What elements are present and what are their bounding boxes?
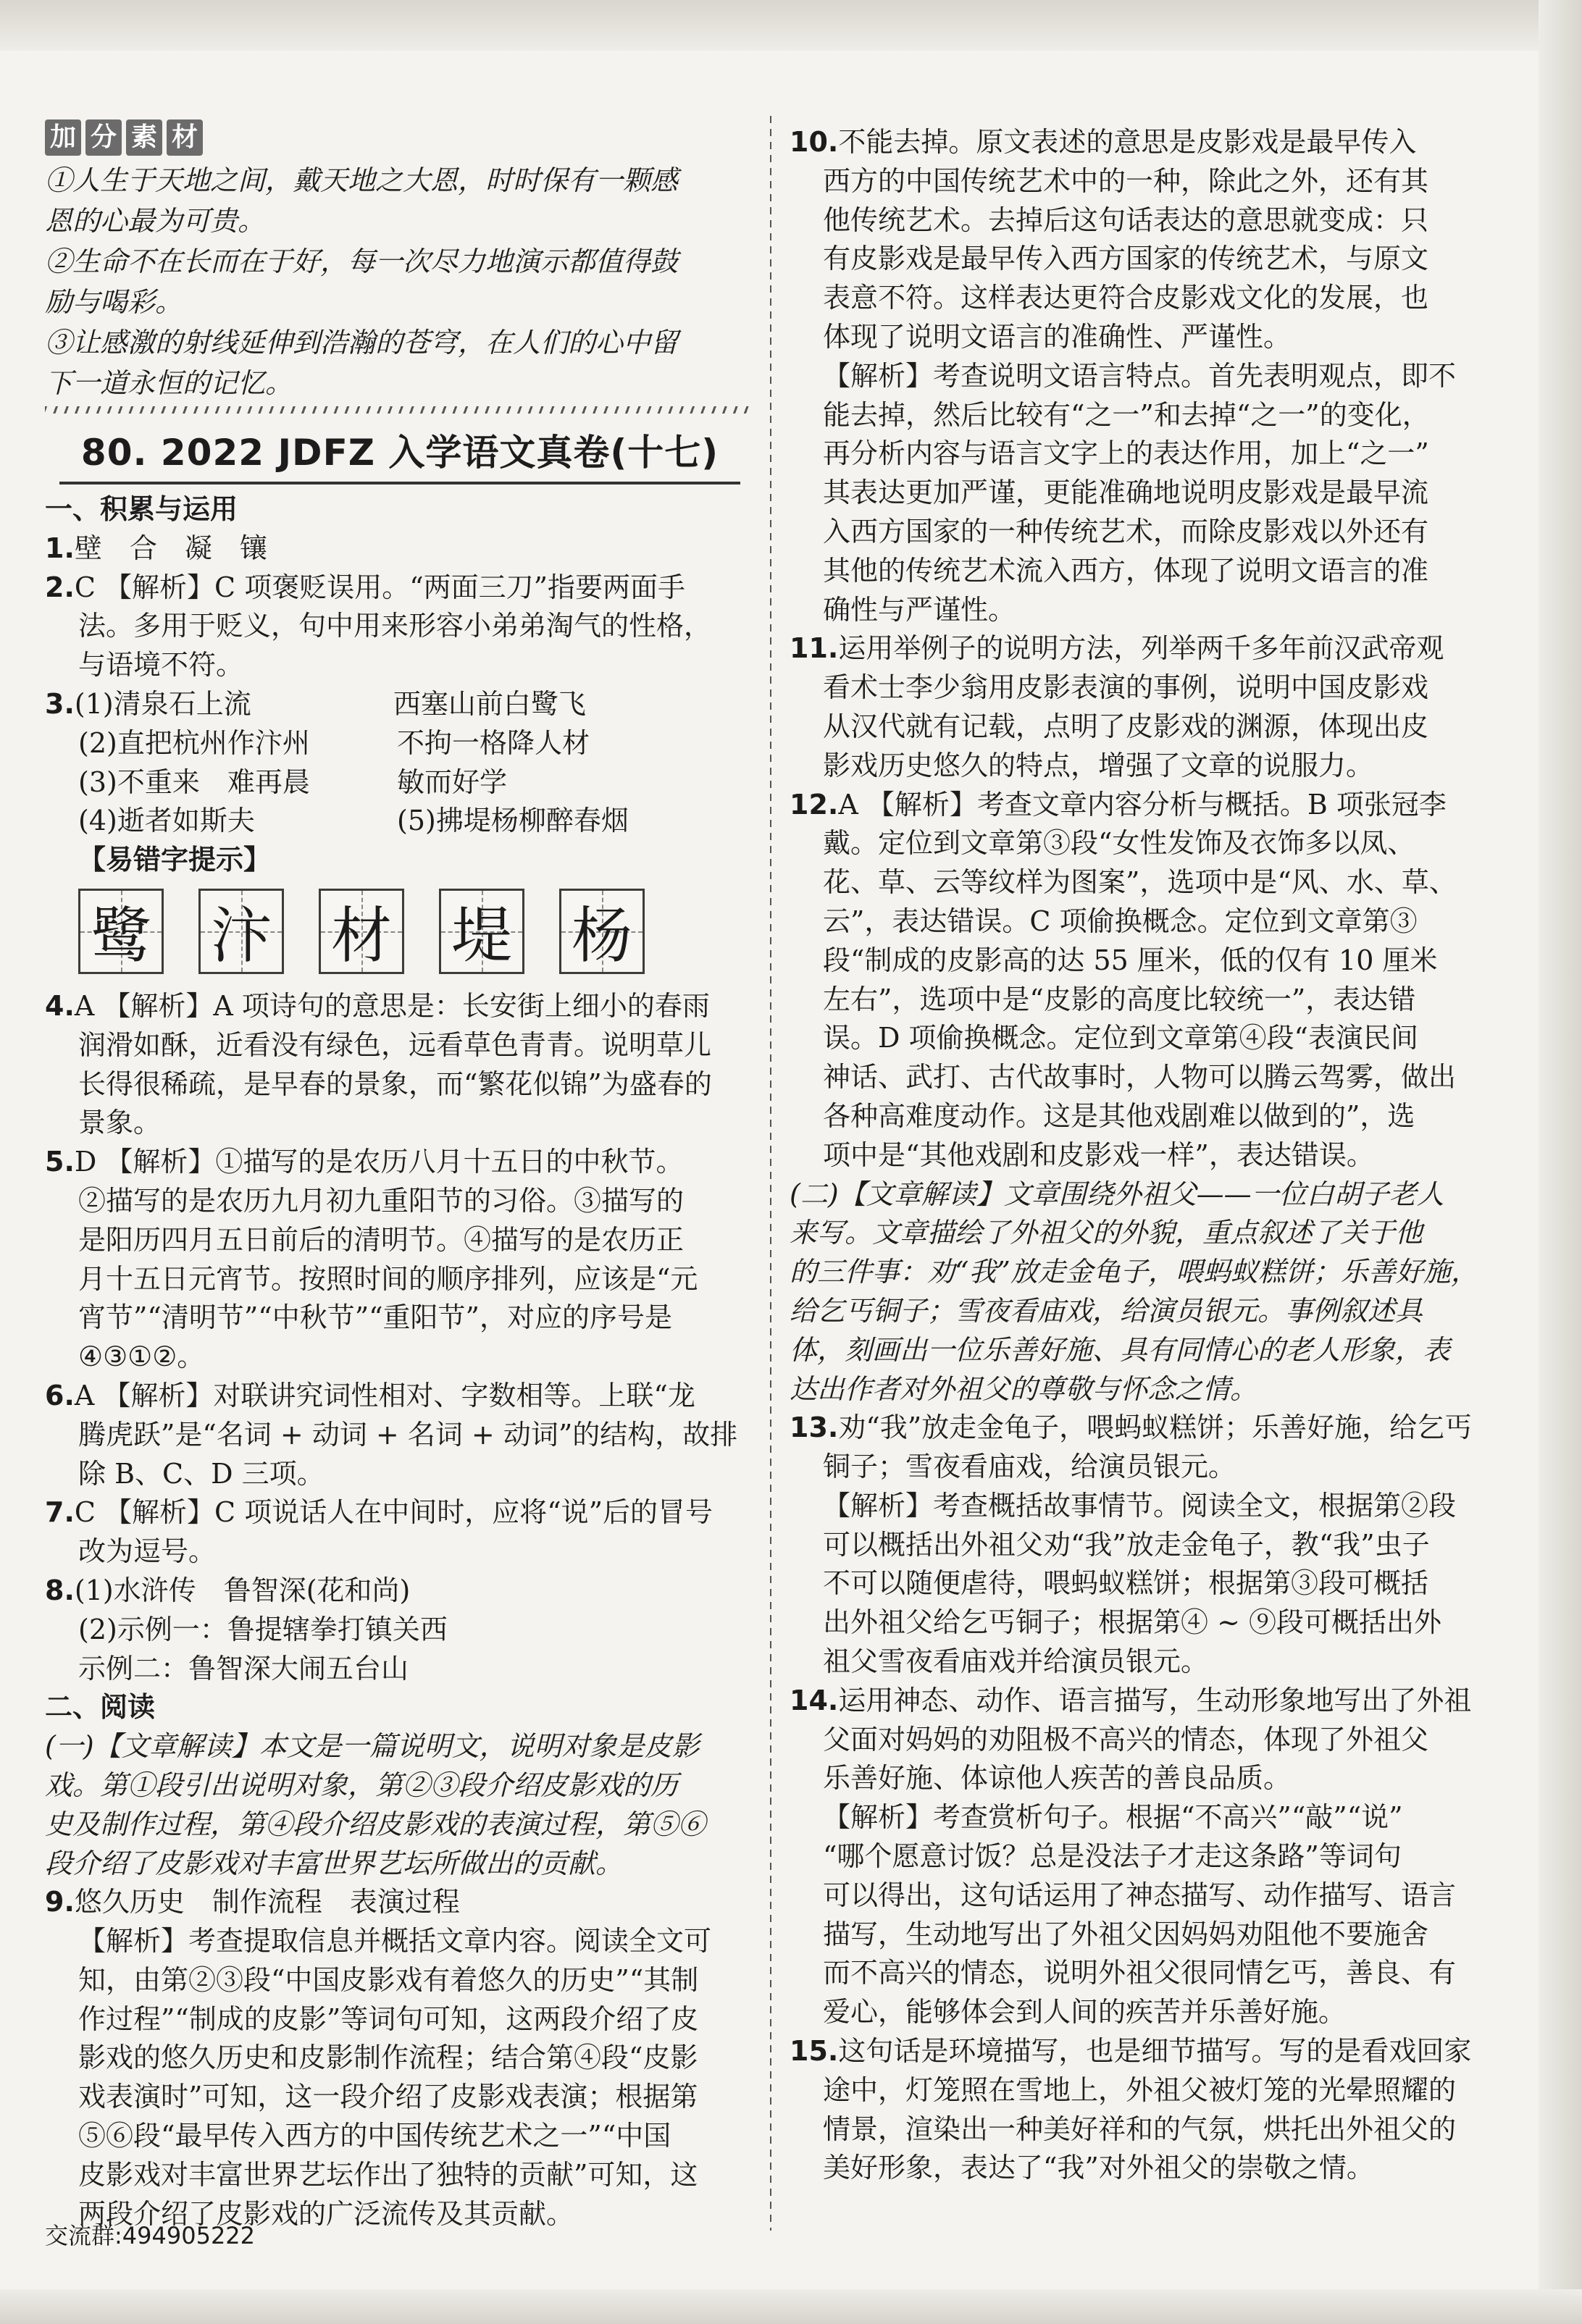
answer-line: (2)直把杭州作汴州 不拘一格降人材 [78, 726, 590, 759]
answer-line: 能去掉，然后比较有“之一”和去掉“之一”的变化， [823, 398, 1430, 431]
reading-intro: 戏。第①段引出说明对象，第②③段介绍皮影戏的历 [45, 1769, 679, 1801]
answer-line: 体现了说明文语言的准确性、严谨性。 [823, 320, 1292, 353]
reading-intro: (二)【文章解读】文章围绕外祖父——一位白胡子老人 [790, 1178, 1444, 1210]
error-char-grid [78, 889, 755, 974]
bonus-title-char: 分 [85, 119, 122, 156]
answer-line: 影戏的悠久历史和皮影制作流程；结合第④段“皮影 [78, 2042, 698, 2074]
answer-line: 情景，渲染出一种美好祥和的气氛，烘托出外祖父的 [823, 2113, 1457, 2145]
reading-intro: 给乞丐铜子；雪夜看庙戏，给演员银元。事例叙述具 [790, 1294, 1423, 1327]
footer-group-number: 交流群:494905222 [45, 2222, 256, 2249]
bonus-rule [45, 406, 755, 414]
answer-q13: 13.劝“我”放走金龟子，喂蚂蚁糕饼；乐善好施，给乞丐 [790, 1411, 1473, 1444]
answer-line: 而不高兴的情态，说明外祖父很同情乞丐，善良、有 [823, 1957, 1457, 1989]
answer-q15: 15.这句话是环境描写，也是细节描写。写的是看戏回家 [790, 2035, 1472, 2068]
bonus-material-box [45, 119, 755, 414]
answer-line: 各种高难度动作。这是其他戏剧难以做到的”，选 [823, 1099, 1415, 1132]
answer-line: 【解析】考查提取信息并概括文章内容。阅读全文可 [78, 1925, 712, 1958]
bonus-line: ①人生于天地之间，戴天地之大恩，时时保有一颗感 [45, 164, 679, 196]
bonus-title-char: 材 [167, 119, 203, 156]
answer-line: ②描写的是农历九月初九重阳节的习俗。③描写的 [78, 1184, 685, 1217]
char-box: 堤 [439, 889, 524, 974]
answer-q2: 2.C 【解析】C 项褒贬误用。“两面三刀”指要两面手 [45, 571, 686, 603]
bonus-title-char: 素 [126, 119, 162, 156]
bonus-title-char: 加 [45, 119, 81, 156]
answer-line: 改为逗号。 [78, 1535, 217, 1568]
answer-line: 云”，表达错误。C 项偷换概念。定位到文章第③ [823, 905, 1418, 937]
answer-line: 知，由第②③段“中国皮影戏有着悠久的历史”“其制 [78, 1963, 699, 1996]
answer-line: 除 B、C、D 三项。 [78, 1457, 325, 1490]
answer-line: 爱心，能够体会到人间的疾苦并乐善好施。 [823, 1996, 1347, 2029]
answer-line: 项中是“其他戏剧和皮影戏一样”，表达错误。 [823, 1138, 1374, 1171]
answer-line: 美好形象，表达了“我”对外祖父的崇敬之情。 [823, 2152, 1374, 2184]
answer-line: 其他的传统艺术流入西方，体现了说明文语言的准 [823, 554, 1429, 587]
char-box: 汴 [198, 889, 284, 974]
reading-intro: 体，刻画出一位乐善好施、具有同情心的老人形象，表 [790, 1333, 1451, 1366]
reading-intro: 段介绍了皮影戏对丰富世界艺坛所做出的贡献。 [45, 1847, 624, 1879]
bonus-line: 励与喝彩。 [45, 286, 183, 318]
exam-title: 80. 2022 JDFZ 入学语文真卷(十七) [80, 432, 719, 474]
answer-line: 月十五日元宵节。按照时间的顺序排列，应该是“元 [78, 1262, 698, 1295]
answer-line: 腾虎跃”是“名词 + 动词 + 名词 + 动词”的结构，故排 [78, 1418, 738, 1451]
char-box: 材 [319, 889, 404, 974]
answer-line: 皮影戏对丰富世界艺坛作出了独特的贡献”可知，这 [78, 2158, 698, 2191]
answer-line: 其表达更加严谨，更能准确地说明皮影戏是最早流 [823, 477, 1429, 509]
answer-q6: 6.A 【解析】对联讲究词性相对、字数相等。上联“龙 [45, 1379, 695, 1411]
answer-line: 宵节”“清明节”“中秋节”“重阳节”，对应的序号是 [78, 1301, 672, 1334]
answer-line: 示例二：鲁智深大闹五台山 [78, 1652, 409, 1685]
scan-edge-top [0, 0, 1582, 51]
answer-line: 铜子；雪夜看庙戏，给演员银元。 [823, 1451, 1236, 1483]
answer-line: 神话、武打、古代故事时，人物可以腾云驾雾，做出 [823, 1061, 1457, 1094]
answer-line: 法。多用于贬义，句中用来形容小弟弟淘气的性格， [78, 610, 712, 642]
reading-intro: 来写。文章描绘了外祖父的外貌，重点叙述了关于他 [790, 1217, 1423, 1249]
answer-q12: 12.A 【解析】考查文章内容分析与概括。B 项张冠李 [790, 788, 1447, 821]
answer-line: 【解析】考查说明文语言特点。首先表明观点，即不 [823, 359, 1457, 392]
reading-intro: (一)【文章解读】本文是一篇说明文，说明对象是皮影 [45, 1730, 700, 1763]
answer-q14: 14.运用神态、动作、语言描写，生动形象地写出了外祖 [790, 1684, 1472, 1716]
column-divider [770, 116, 771, 2231]
bonus-line: ③让感激的射线延伸到浩瀚的苍穹，在人们的心中留 [45, 327, 679, 358]
answer-line: 可以得出，这句话运用了神态描写、动作描写、语言 [823, 1879, 1457, 1911]
reading-intro: 达出作者对外祖父的尊敬与怀念之情。 [790, 1372, 1258, 1405]
answer-line: 再分析内容与语言文字上的表达作用，加上“之一” [823, 437, 1429, 470]
answer-line: 【解析】考查概括故事情节。阅读全文，根据第②段 [823, 1489, 1457, 1522]
answer-line: (3)不重来 难再晨 敏而好学 [78, 765, 508, 798]
answer-line: “哪个愿意讨饭？总是没法子才走这条路”等词句 [823, 1840, 1402, 1873]
answer-line: 他传统艺术。去掉后这句话表达的意思就变成：只 [823, 204, 1429, 236]
answer-line: 景象。 [78, 1107, 162, 1139]
answer-q8: 8.(1)水浒传 鲁智深(花和尚) [45, 1574, 411, 1606]
char-box: 杨 [559, 889, 645, 974]
answer-line: 从汉代就有记载，点明了皮影戏的渊源，体现出皮 [823, 710, 1429, 742]
answer-q7: 7.C 【解析】C 项说话人在中间时，应将“说”后的冒号 [45, 1496, 713, 1529]
answer-line: 【解析】考查赏析句子。根据“不高兴”“敲”“说” [823, 1801, 1403, 1834]
answer-line: ⑤⑥段“最早传入西方的中国传统艺术之一”“中国 [78, 2120, 671, 2152]
answer-line: 影戏历史悠久的特点，增强了文章的说服力。 [823, 749, 1374, 781]
answer-line: 表意不符。这样表达更符合皮影戏文化的发展，也 [823, 282, 1429, 314]
answer-line: 长得很稀疏，是早春的景象，而“繁花似锦”为盛春的 [78, 1067, 712, 1100]
answer-line: 不可以随便虐待，喂蚂蚁糕饼；根据第③段可概括 [823, 1567, 1429, 1600]
answer-line: 出外祖父给乞丐铜子；根据第④ ~ ⑨段可概括出外 [823, 1606, 1442, 1639]
answer-line: 途中，灯笼照在雪地上，外祖父被灯笼的光晕照耀的 [823, 2073, 1457, 2106]
bonus-title [45, 119, 755, 156]
answer-q10: 10.不能去掉。原文表述的意思是皮影戏是最早传入 [790, 126, 1417, 158]
reading-intro: 史及制作过程，第④段介绍皮影戏的表演过程，第⑤⑥ [45, 1808, 706, 1840]
answer-line: 戴。定位到文章第③段“女性发饰及衣饰多以凤、 [823, 827, 1415, 860]
answer-line: 看术士李少翁用皮影表演的事例，说明中国皮影戏 [823, 671, 1429, 704]
answer-q9: 9.悠久历史 制作流程 表演过程 [45, 1886, 460, 1918]
answer-q11: 11.运用举例子的说明方法，列举两千多年前汉武帝观 [790, 632, 1444, 665]
answer-q4: 4.A 【解析】A 项诗句的意思是：长安街上细小的春雨 [45, 989, 710, 1022]
answer-line: 左右”，选项中是“皮影的高度比较统一”，表达错 [823, 983, 1416, 1015]
answer-line: 乐善好施、体谅他人疾苦的善良品质。 [823, 1762, 1292, 1795]
answer-line: (2)示例一：鲁提辖拳打镇关西 [78, 1613, 448, 1645]
answer-q3: 3.(1)清泉石上流 西塞山前白鹭飞 [45, 687, 586, 720]
answer-line: (4)逝者如斯夫 (5)拂堤杨柳醉春烟 [78, 805, 629, 837]
answer-line: 作过程”“制成的皮影”等词句可知，这两段介绍了皮 [78, 2002, 699, 2035]
reading-intro: 的三件事：劝“我”放走金龟子，喂蚂蚁糕饼；乐善好施， [790, 1256, 1478, 1288]
answer-line: 确性与严谨性。 [823, 593, 1016, 626]
answer-line: 两段介绍了皮影戏的广泛流传及其贡献。 [78, 2197, 574, 2230]
bonus-line: 恩的心最为可贵。 [45, 205, 266, 237]
left-column [45, 119, 755, 2233]
tip-label: 【易错字提示】 [78, 844, 272, 876]
section-heading: 二、阅读 [45, 1691, 156, 1724]
right-column [790, 123, 1521, 2188]
answer-line: 描写，生动地写出了外祖父因妈妈劝阻他不要施舍 [823, 1918, 1429, 1950]
answer-q1: 1.壁 合 凝 镶 [45, 532, 267, 564]
answer-line: 是阳历四月五日前后的清明节。④描写的是农历正 [78, 1223, 685, 1256]
bonus-line: 下一道永恒的记忆。 [45, 367, 293, 399]
answer-line: ④③①②。 [78, 1341, 205, 1373]
answer-line: 润滑如酥，近看没有绿色，远看草色青青。说明草儿 [78, 1028, 712, 1061]
answer-line: 花、草、云等纹样为图案”，选项中是“风、水、草、 [823, 866, 1457, 899]
answer-line: 祖父雪夜看庙戏并给演员银元。 [823, 1645, 1209, 1678]
bonus-line: ②生命不在长而在于好，每一次尽力地演示都值得鼓 [45, 246, 679, 277]
answer-line: 误。D 项偷换概念。定位到文章第④段“表演民间 [823, 1022, 1418, 1054]
section-heading: 一、积累与运用 [45, 493, 238, 525]
answer-line: 戏表演时”可知，这一段介绍了皮影戏表演；根据第 [78, 2081, 698, 2113]
answer-line: 西方的中国传统艺术中的一种，除此之外，还有其 [823, 164, 1429, 197]
scan-edge-bottom [0, 2289, 1582, 2324]
answer-line: 有皮影戏是最早传入西方国家的传统艺术，与原文 [823, 243, 1429, 275]
answer-line: 父面对妈妈的劝阻极不高兴的情态，体现了外祖父 [823, 1723, 1429, 1755]
title-rule [59, 482, 740, 484]
answer-q5: 5.D 【解析】①描写的是农历八月十五日的中秋节。 [45, 1146, 684, 1178]
answer-line: 与语境不符。 [78, 649, 244, 681]
answer-line: 段“制成的皮影高的达 55 厘米，低的仅有 10 厘米 [823, 944, 1438, 976]
answer-line: 入西方国家的一种传统艺术，而除皮影戏以外还有 [823, 515, 1429, 548]
char-box: 鹭 [78, 889, 164, 974]
scan-edge-right [1539, 0, 1582, 2324]
answer-line: 可以概括出外祖父劝“我”放走金龟子，教“我”虫子 [823, 1528, 1430, 1561]
